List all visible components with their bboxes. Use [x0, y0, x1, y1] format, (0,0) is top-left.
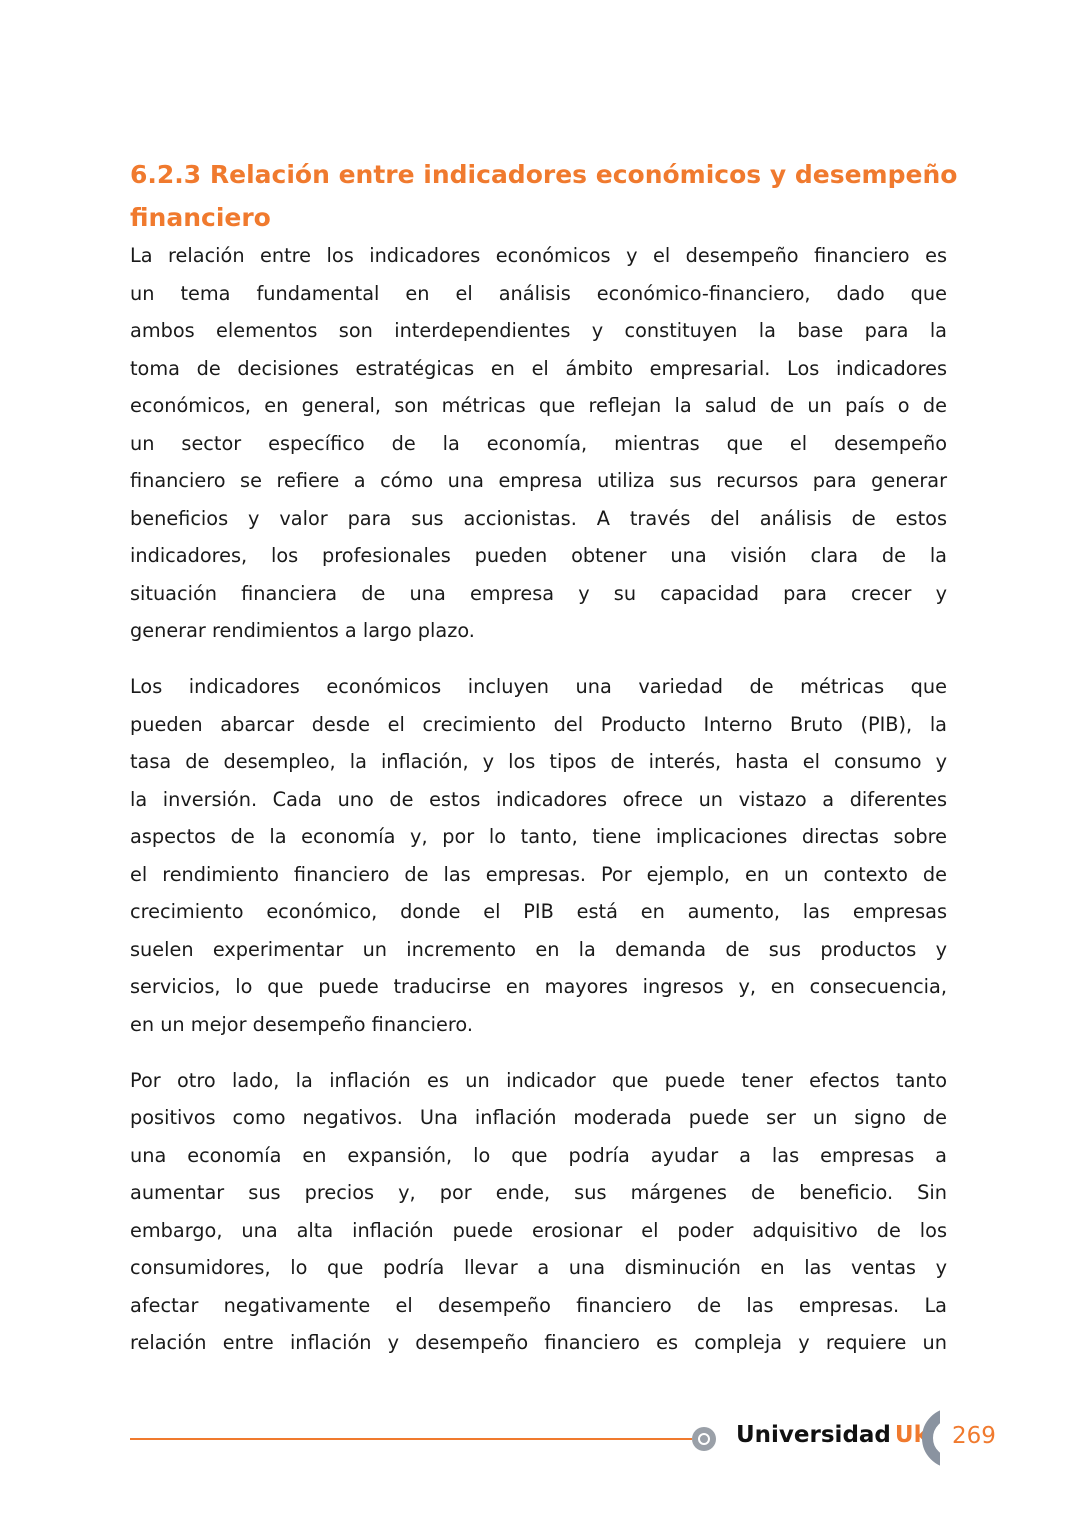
paragraph-line: una economía en expansión, lo que podría ayudar a las empresas a — [130, 1143, 947, 1167]
paragraph-line: La relación entre los indicadores económicos y el desempeño financiero es — [130, 244, 947, 267]
footer-divider — [130, 1438, 692, 1440]
heading-line: 6.2.3 Relación entre indicadores económicos y desempeño — [130, 159, 958, 189]
paragraph-line: generar rendimientos a largo plazo. — [130, 619, 475, 642]
paragraph-line: consumidores, lo que podría llevar a una disminución en las ventas y — [130, 1256, 947, 1279]
paragraph-line: un sector específico de la economía, mientras que el desempeño — [130, 431, 947, 455]
paragraph-line: en un mejor desempeño financiero. — [130, 1012, 473, 1036]
paragraph-line: la inversión. Cada uno de estos indicadores ofrece un vistazo a diferentes — [130, 787, 947, 811]
paragraph-line: afectar negativamente el desempeño financiero de las empresas. La — [130, 1293, 947, 1317]
paragraph-line: positivos como negativos. Una inflación moderada puede ser un signo de — [130, 1106, 947, 1129]
paragraph-line: aspectos de la economía y, por lo tanto, tiene implicaciones directas sobre — [130, 825, 947, 848]
paragraph-line: económicos, en general, son métricas que reflejan la salud de un país o de — [130, 394, 947, 417]
brand-accent: Uk — [894, 1422, 929, 1448]
paragraph-line: toma de decisiones estratégicas en el ámbito empresarial. Los indicadores — [130, 356, 947, 380]
footer-logo — [736, 1422, 929, 1448]
paragraph-line: pueden abarcar desde el crecimiento del Producto Interno Bruto (PIB), la — [130, 712, 947, 736]
brand-name: Universidad — [736, 1422, 891, 1448]
page-number: 269 — [952, 1423, 996, 1449]
paragraph-line: servicios, lo que puede traducirse en mayores ingresos y, en consecuencia, — [130, 975, 947, 998]
heading-line: financiero — [130, 202, 271, 232]
paragraph-line: relación entre inflación y desempeño financiero es compleja y requiere un — [130, 1331, 947, 1354]
paragraph-line: embargo, una alta inflación puede erosionar el poder adquisitivo de los — [130, 1218, 947, 1242]
paragraph-line: tasa de desempleo, la inflación, y los tipos de interés, hasta el consumo y — [130, 750, 947, 773]
paragraph-line: el rendimiento financiero de las empresas. Por ejemplo, en un contexto de — [130, 862, 947, 886]
paragraph — [130, 237, 947, 650]
paragraph-line: financiero se refiere a cómo una empresa utiliza sus recursos para generar — [130, 469, 947, 492]
paragraph-line: suelen experimentar un incremento en la demanda de sus productos y — [130, 937, 947, 961]
paragraph — [130, 1062, 947, 1362]
section-heading — [130, 153, 958, 239]
paragraph-line: situación financiera de una empresa y su capacidad para crecer y — [130, 581, 947, 605]
paragraph — [130, 668, 947, 1043]
paragraph-line: un tema fundamental en el análisis económico-financiero, dado que — [130, 281, 947, 305]
paragraph-line: beneficios y valor para sus accionistas. A través del análisis de estos — [130, 506, 947, 530]
paragraph-line: Los indicadores económicos incluyen una variedad de métricas que — [130, 675, 947, 698]
paragraph-line: Por otro lado, la inflación es un indicador que puede tener efectos tanto — [130, 1068, 947, 1092]
paragraph-line: crecimiento económico, donde el PIB está en aumento, las empresas — [130, 900, 947, 923]
paragraph-line: aumentar sus precios y, por ende, sus márgenes de beneficio. Sin — [130, 1181, 947, 1204]
body-text — [130, 237, 947, 1380]
target-circle-icon — [692, 1427, 716, 1451]
paragraph-line: ambos elementos son interdependientes y constituyen la base para la — [130, 319, 947, 342]
paragraph-line: indicadores, los profesionales pueden obtener una visión clara de la — [130, 544, 947, 567]
